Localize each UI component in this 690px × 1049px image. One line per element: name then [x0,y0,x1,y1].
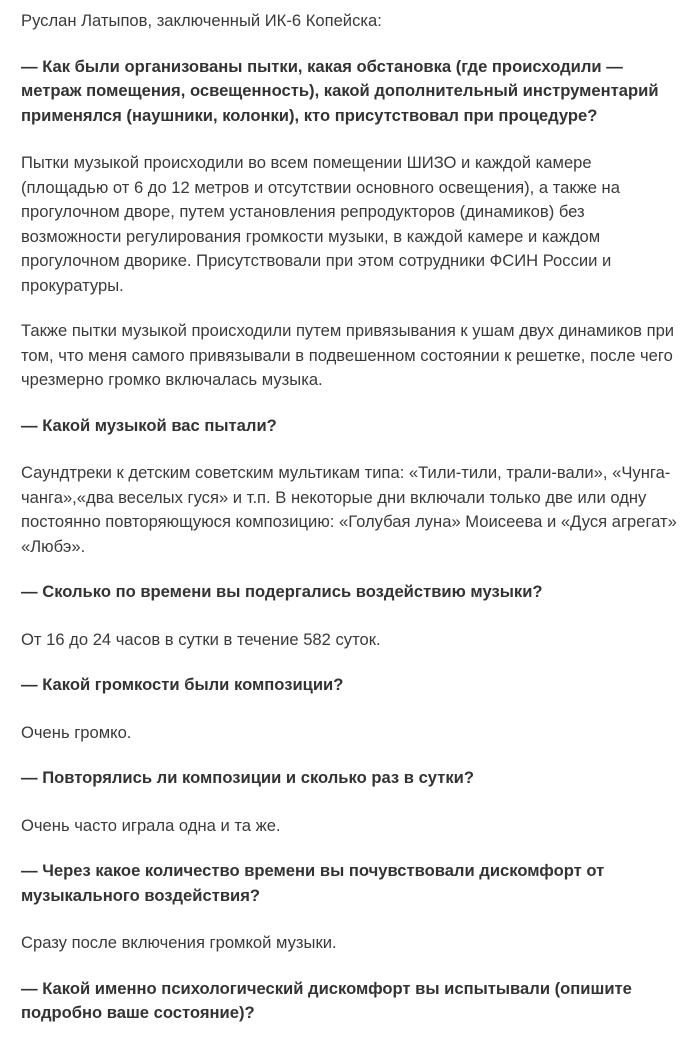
intro-line: Руслан Латыпов, заключенный ИК-6 Копейска: [21,11,382,30]
question-2: — Какой музыкой вас пытали? [21,415,277,435]
question-5: — Повторялись ли композиции и сколько раз в сутки? [21,768,474,787]
answer-1-paragraph-2: Также пытки музыкой происходили путем привязывания к ушам двух динамиков при том, что меня самого привязывали в подвешенном состоянии к решетке, после чего чрезмерно громко включалась музыка. [21,321,675,389]
answer-6: Сразу после включения громкой музыки. [21,933,337,952]
question-1: — Как были организованы пытки, какая обстановка (где происходили — метраж помещения, освещенность), какой дополнительный инструментарий применялся (наушники, колонки), кто присутствовал при процедуре? [21,56,659,125]
question-3: — Сколько по времени вы подергались воздействию музыки? [21,582,543,601]
answer-5: Очень часто играла одна и та же. [21,815,281,835]
answer-2: Саундтреки к детским советским мультикам типа: «Тили-тили, трали-вали», «Чунга-чанга»,«два веселых гуся» и т.п. В некоторые дни включали только две или одну постоянно повторяющуюся композицию: «Голубая луна» Моисеева и «Дуся агрегат» «Любэ». [21,463,677,556]
document-page [21,9,681,1049]
answer-1-paragraph-1: Пытки музыкой происходили во всем помещении ШИЗО и каждой камере (площадью от 6 до 12 метров и отсутствии основного освещения), а также на прогулочном дворе, путем установления репродукторов (динамиков) без возможности регулирования громкости музыки, в каждой камере и каждом прогулочном дворике. Присутствовали при этом сотрудники ФСИН России и прокуратуры. [21,153,620,295]
question-6: — Через какое количество времени вы почувствовали дискомфорт от музыкального воздействия? [21,861,605,905]
answer-4: Очень громко. [21,722,132,742]
question-7: — Какой именно психологический дискомфорт вы испытывали (опишите подробно ваше состояние)? [21,978,632,1022]
question-4: — Какой громкости были композиции? [21,675,344,694]
answer-3: От 16 до 24 часов в сутки в течение 582 суток. [21,629,381,649]
